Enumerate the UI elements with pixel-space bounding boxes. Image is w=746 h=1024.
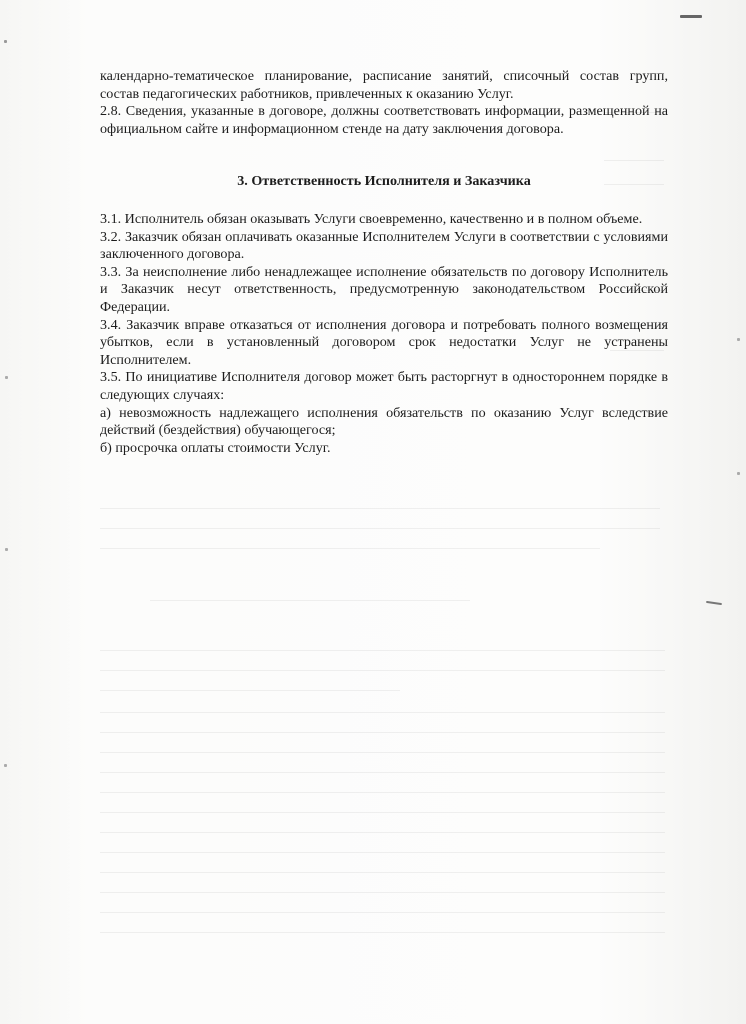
scan-dot-left-4 bbox=[4, 764, 7, 767]
paragraph-3-3: 3.3. За неисполнение либо ненадлежащее исполнение обязательств по договору Исполнитель и Заказчик несут ответственность, предусмотренную законодательством Российской Федерации. bbox=[100, 263, 668, 315]
section-3-heading: 3. Ответственность Исполнителя и Заказчика bbox=[237, 173, 531, 190]
scan-dot-left-2 bbox=[5, 376, 8, 379]
paragraph-3-5-b: б) просрочка оплаты стоимости Услуг. bbox=[100, 439, 331, 456]
paragraph-2-7-continuation: календарно-тематическое планирование, расписание занятий, списочный состав групп, состав педагогических работников, привлеченных к оказанию Услуг. bbox=[100, 68, 668, 102]
scan-mark-right-middle bbox=[706, 601, 722, 605]
scan-dot-left-3 bbox=[5, 548, 8, 551]
document-body bbox=[100, 68, 668, 457]
paragraph-3-2: 3.2. Заказчик обязан оплачивать оказанные Исполнителем Услуги в соответствии с условиями заключенного договора. bbox=[100, 228, 668, 263]
paragraph-3-4: 3.4. Заказчик вправе отказаться от исполнения договора и потребовать полного возмещения убытков, если в установленный договором срок недостатки Услуг не устранены Исполнителем. bbox=[100, 316, 668, 368]
scan-dot-left-1 bbox=[4, 40, 7, 43]
paragraph-2-8: 2.8. Сведения, указанные в договоре, должны соответствовать информации, размещенной на официальном сайте и информационном стенде на дату заключения договора. bbox=[100, 103, 668, 137]
paragraph-3-1: 3.1. Исполнитель обязан оказывать Услуги своевременно, качественно и в полном объеме. bbox=[100, 210, 643, 227]
scan-mark-top-right bbox=[680, 15, 702, 18]
paragraph-3-5: 3.5. По инициативе Исполнителя договор может быть расторгнут в одностороннем порядке в следующих случаях: bbox=[100, 369, 668, 403]
scan-dot-right-2 bbox=[737, 472, 740, 475]
scan-dot-right-1 bbox=[737, 338, 740, 341]
paragraph-3-5-a: а) невозможность надлежащего исполнения обязательств по оказанию Услуг вследствие действий (бездействия) обучающегося; bbox=[100, 404, 668, 439]
